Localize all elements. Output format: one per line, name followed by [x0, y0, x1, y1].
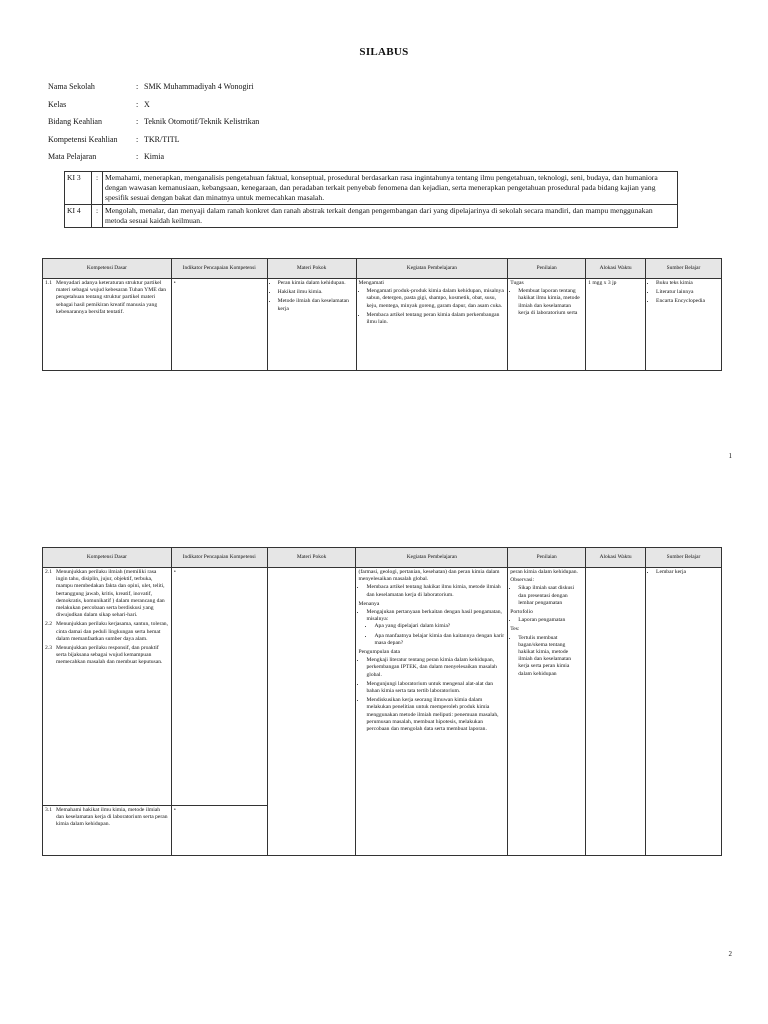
indikator-cell: • — [171, 568, 267, 806]
list-item: • Literatur lainnya — [656, 289, 719, 296]
document-title: SILABUS — [359, 46, 409, 58]
list-item: • Apa yang dipelajari dalam kimia? — [374, 623, 505, 630]
page-gap — [0, 478, 768, 528]
penilaian-intro: peran kimia dalam kehidupan. — [510, 569, 578, 575]
info-value: SMK Muhammadiyah 4 Wonogiri — [144, 82, 254, 91]
list-item: • Hakikat ilmu kimia. — [278, 289, 354, 296]
section-heading: Mengamati — [358, 280, 384, 286]
header-sumber: Sumber Belajar — [646, 259, 722, 279]
ki-code: KI 3 — [65, 172, 92, 205]
ki-code: KI 4 — [65, 205, 92, 228]
kd-text: Menunjukkan perilaku ilmiah (memiliki rasa ingin tahu, disiplin, jujur, objektif, terbuka, mampu membedakan fakta dan opini, ulet, teliti, bertanggung jawab, kritis, kreatif, inovatif, demokratis, komunikatif ) dalam merancang dan melakukan percobaan serta berdiskusi yang diwujudkan dalam sikap sehari-hari. — [56, 569, 165, 619]
table-row — [43, 568, 722, 806]
section-heading: Tes: — [510, 626, 520, 633]
section-heading: Pengumpulan data — [358, 649, 400, 656]
info-label: Nama Sekolah — [48, 82, 95, 91]
penilaian-cell — [508, 279, 586, 371]
kd-number: 1.1 — [45, 280, 52, 286]
list-item: • Metode ilmiah dan keselamatan kerja — [278, 298, 354, 312]
alokasi-cell: 1 mgg x 3 jp — [586, 279, 646, 371]
info-row: Kelas : X — [48, 96, 259, 114]
header-kegiatan: Kegiatan Pembelajaran — [356, 548, 508, 568]
info-label: Kelas — [48, 99, 67, 109]
ki-text: Mengolah, menalar, dan menyaji dalam ranah konkret dan ranah abstrak terkait dengan pengembangan dari yang dipelajarinya di sekolah secara mandiri, dan mampu menggunakan metoda sesuai kaidah keilmuan. — [103, 205, 678, 228]
list-item: • Mengunjungi laboratorium untuk mengenal alat-alat dan bahan kimia serta tata tertib laboratorium. — [366, 681, 505, 695]
list-item: • Buku teks kimia — [656, 280, 719, 287]
header-penilaian: Penilaian — [508, 548, 586, 568]
kd-number: 2.3 — [45, 645, 52, 652]
info-row: Nama Sekolah : SMK Muhammadiyah 4 Wonogiri — [48, 78, 259, 96]
header-kompetensi-dasar: Kompetensi Dasar — [43, 548, 172, 568]
list-item: • Mendiskusikan kerja seorang ilmuwan kimia dalam melakukan penelitian untuk memperoleh produk kimia menggunakan metode ilmiah meliputi: penemuan masalah, perumusan masalah, membuat hipotesis, melakukan percobaan dan mengolah data serta membuat laporan. — [366, 697, 505, 733]
header-penilaian: Penilaian — [508, 259, 586, 279]
list-item: • Membaca artikel tentang peran kimia dalam perkembangan ilmu lain. — [367, 312, 506, 326]
info-value: TKR/TITL — [144, 134, 180, 144]
section-heading: Portofolio — [510, 609, 533, 616]
kd-text: Menunjukkan perilaku responsif, dan proaktif serta bijaksana sebagai wujud kemampuan memecahkan masalah dan membuat keputusan. — [56, 645, 163, 666]
kd-text: Menunjukkan perilaku kerjasama, santun, toleran, cinta damai dan peduli lingkungan serta hemat dalam memanfaatkan sumber daya alam. — [56, 621, 168, 642]
kegiatan-cell — [356, 568, 508, 856]
section-heading: Menanya — [358, 600, 380, 607]
header-alokasi: Alokasi Waktu — [586, 259, 646, 279]
info-row: Kompetensi Keahlian : TKR/TITL — [48, 131, 259, 149]
alokasi-cell — [586, 568, 646, 856]
indikator-cell: • — [171, 279, 267, 371]
list-item: • Apa manfaatnya belajar kimia dan kaitannya dengan karir masa depan? — [374, 633, 505, 647]
materi-cell — [267, 279, 356, 371]
header-row — [43, 548, 722, 568]
kd-cell — [43, 568, 172, 806]
kd-text: Memahami hakikat ilmu kimia, metode ilmiah dan keselamatan kerja di laboratorium serta peran kimia dalam kehidupan. — [56, 807, 168, 828]
ki-row: KI 3 : Memahami, menerapkan, menganalisis pengetahuan faktual, konseptual, prosedural berdasarkan rasa ingintahunya tentang ilmu pengetahuan, teknologi, seni, budaya, dan humaniora dengan wawasan kemanusiaan, kebangsaan, kenegaraan, dan peradaban terkait penyebab fenomena dan kejadian, serta menerapkan pengetahuan prosedural pada bidang kajian yang spesifik sesuai dengan bakat dan minatnya untuk memecahkan masalah. — [65, 172, 678, 205]
list-item: • Encarta Encyclopedia — [656, 298, 719, 305]
kd-cell — [43, 806, 172, 856]
list-item: • Laporan pengamatan — [518, 617, 583, 624]
header-materi: Materi Pokok — [267, 259, 356, 279]
kd-number: 3.1 — [45, 807, 52, 813]
info-value: X — [144, 99, 150, 109]
list-item: • Sikap ilmiah saat diskusi dan presentasi dengan lembar pengamatan — [518, 585, 583, 607]
list-item: • Mengkaji literatur tentang peran kimia dalam kehidupan, perkembangan IPTEK, dan dalam menyelesaikan masalah global. — [366, 657, 505, 679]
list-item: • Peran kimia dalam kehidupan. — [278, 280, 354, 287]
ki-row: KI 4 : Mengolah, menalar, dan menyaji dalam ranah konkret dan ranah abstrak terkait dengan pengembangan dari yang dipelajarinya di sekolah secara mandiri, dan mampu menggunakan metoda sesuai kaidah keilmuan. — [65, 205, 678, 228]
sumber-cell — [646, 279, 722, 371]
syllabus-table-page-1 — [42, 258, 722, 371]
kd-cell — [43, 279, 172, 371]
header-indikator: Indikator Pencapaian Kompetensi — [171, 259, 267, 279]
list-item: • Lembar kerja — [656, 569, 719, 576]
ki-table — [64, 171, 678, 228]
list-item: • Tertulis membuat bagan/skema tentang hakikat kimia, metode ilmiah dan keselamatan kerja serta peran kimia dalam kehidupan — [518, 635, 583, 678]
info-label: Mata Pelajaran — [48, 152, 97, 161]
indikator-cell: • — [171, 806, 267, 856]
page-1 — [0, 0, 768, 478]
page-number: 2 — [728, 950, 732, 958]
kegiatan-intro: (farmasi, geologi, pertanian, kesehatan) dan peran kimia dalam menyelesaikan masalah global. — [358, 569, 500, 583]
table-row — [43, 279, 722, 371]
info-row: Bidang Keahlian : Teknik Otomotif/Teknik Kelistrikan — [48, 113, 259, 131]
page-number: 1 — [728, 452, 732, 460]
penilaian-cell — [508, 568, 586, 856]
kd-text: Menyadari adanya keteraturan struktur partikel materi sebagai wujud kebesaran Tuhan YME dan pengetahuan tentang struktur partikel materi sebagai hasil pemikiran kreatif manusia yang kebenarannya bersifat tentatif. — [56, 280, 167, 315]
kd-number: 2.1 — [45, 569, 52, 575]
info-label: Kompetensi Keahlian — [48, 134, 118, 144]
header-indikator: Indikator Pencapaian Kompetensi — [171, 548, 267, 568]
info-row: Mata Pelajaran : Kimia — [48, 148, 259, 166]
header-alokasi: Alokasi Waktu — [586, 548, 646, 568]
list-item: • Mengajukan pertanyaan berkaitan dengan hasil pengamatan, misalnya: • Apa yang dipelajari dalam kimia? • Apa manfaatnya belajar kimia dan kaitannya dengan karir masa depan? — [366, 609, 505, 647]
header-kompetensi-dasar: Kompetensi Dasar — [43, 259, 172, 279]
list-item: • Membuat laporan tentang hakikat ilmu kimia, metode ilmiah dan keselamatan kerja di laboratorium serta — [518, 288, 583, 317]
info-value: Teknik Otomotif/Teknik Kelistrikan — [144, 117, 260, 126]
list-item: • Mengamati produk-produk kimia dalam kehidupan, misalnya sabun, detergen, pasta gigi, shampo, kosmetik, obat, susu, keju, mentega, minyak goreng, garam dapur, dan asam cuka. — [367, 288, 506, 310]
syllabus-table-page-2 — [42, 547, 722, 856]
header-kegiatan: Kegiatan Pembelajaran — [356, 259, 508, 279]
header-materi: Materi Pokok — [267, 548, 356, 568]
kegiatan-cell — [356, 279, 508, 371]
info-label: Bidang Keahlian — [48, 117, 102, 126]
ki-text: Memahami, menerapkan, menganalisis pengetahuan faktual, konseptual, prosedural berdasarkan rasa ingintahunya tentang ilmu pengetahuan, teknologi, seni, budaya, dan humaniora dengan wawasan kemanusiaan, kebangsaan, kenegaraan, dan peradaban terkait penyebab fenomena dan kejadian, serta menerapkan pengetahuan prosedural pada bidang kajian yang spesifik sesuai dengan bakat dan minatnya untuk memecahkan masalah. — [103, 172, 678, 205]
header-row — [43, 259, 722, 279]
info-block — [48, 78, 259, 166]
materi-cell — [267, 568, 356, 856]
section-heading: Tugas — [510, 280, 524, 286]
list-item: • Membaca artikel tentang hakikat ilmu kimia, metode ilmiah dan keselamatan kerja di laboratorium. — [366, 584, 505, 598]
sumber-cell — [646, 568, 722, 856]
kd-number: 2.2 — [45, 621, 52, 628]
section-heading: Observasi: — [510, 577, 535, 584]
info-value: Kimia — [144, 152, 164, 161]
header-sumber: Sumber Belajar — [646, 548, 722, 568]
